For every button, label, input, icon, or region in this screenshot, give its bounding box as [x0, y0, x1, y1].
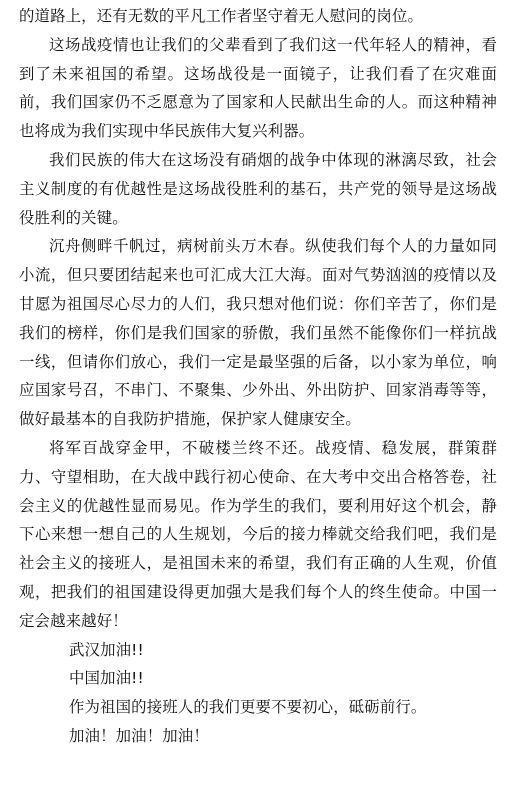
document-body: [19, 2, 497, 751]
paragraph-generation-spirit: 这场战疫情也让我们的父辈看到了我们这一代年轻人的精神，看到了未来祖国的希望。这场战役是一面镜子，让我们看了在灾难面前，我们国家仍不乏愿意为了国家和人民献出生命的人。而这种精神也将成为我们实现中华民族伟大复兴利器。: [19, 35, 497, 141]
closing-line-wuhan: 武汉加油!!: [69, 640, 144, 659]
paragraph-student-duty: 将军百战穿金甲，不破楼兰终不还。战疫情、稳发展，群策群力、守望相助，在大战中践行初心使命、在大考中交出合格答卷，社会主义的优越性显而易见。作为学生的我们，要利用好这个机会，静下心来想一想自己的人生规划，今后的接力棒就交给我们吧，我们是社会主义的接班人，是祖国未来的希望，我们有正确的人生观，价值观，把我们的祖国建设得更加强大是我们每个人的终生使命。中国一定会越来越好！: [19, 438, 497, 630]
paragraph-unity: 沉舟侧畔千帆过，病树前头万木春。纵使我们每个人的力量如同小流，但只要团结起来也可汇成大江大海。面对气势汹汹的疫情以及甘愿为祖国尽心尽力的人们，我只想对他们说：你们辛苦了，你们是我们的榜样，你们是我们国家的骄傲，我们虽然不能像你们一样抗战一线，但请你们放心，我们一定是最坚强的后备，以小家为单位，响应国家号召，不串门、不聚集、少外出、外出防护、回家消毒等等，做好最基本的自我防护措施，保护家人健康安全。: [19, 237, 497, 429]
closing-line-successor: 作为祖国的接班人的我们更要不要初心，砥砺前行。: [69, 698, 427, 717]
closing-line-cheer: 加油！加油！加油！: [69, 726, 209, 745]
closing-line-china: 中国加油!!: [69, 669, 144, 688]
paragraph-continuation: 的道路上，还有无数的平凡工作者坚守着无人慰问的岗位。: [19, 7, 424, 25]
paragraph-national-greatness: 我们民族的伟大在这场没有硝烟的战争中体现的淋漓尽致，社会主义制度的有优越性是这场战役胜利的基石，共产党的领导是这场战役胜利的关键。: [19, 150, 497, 227]
